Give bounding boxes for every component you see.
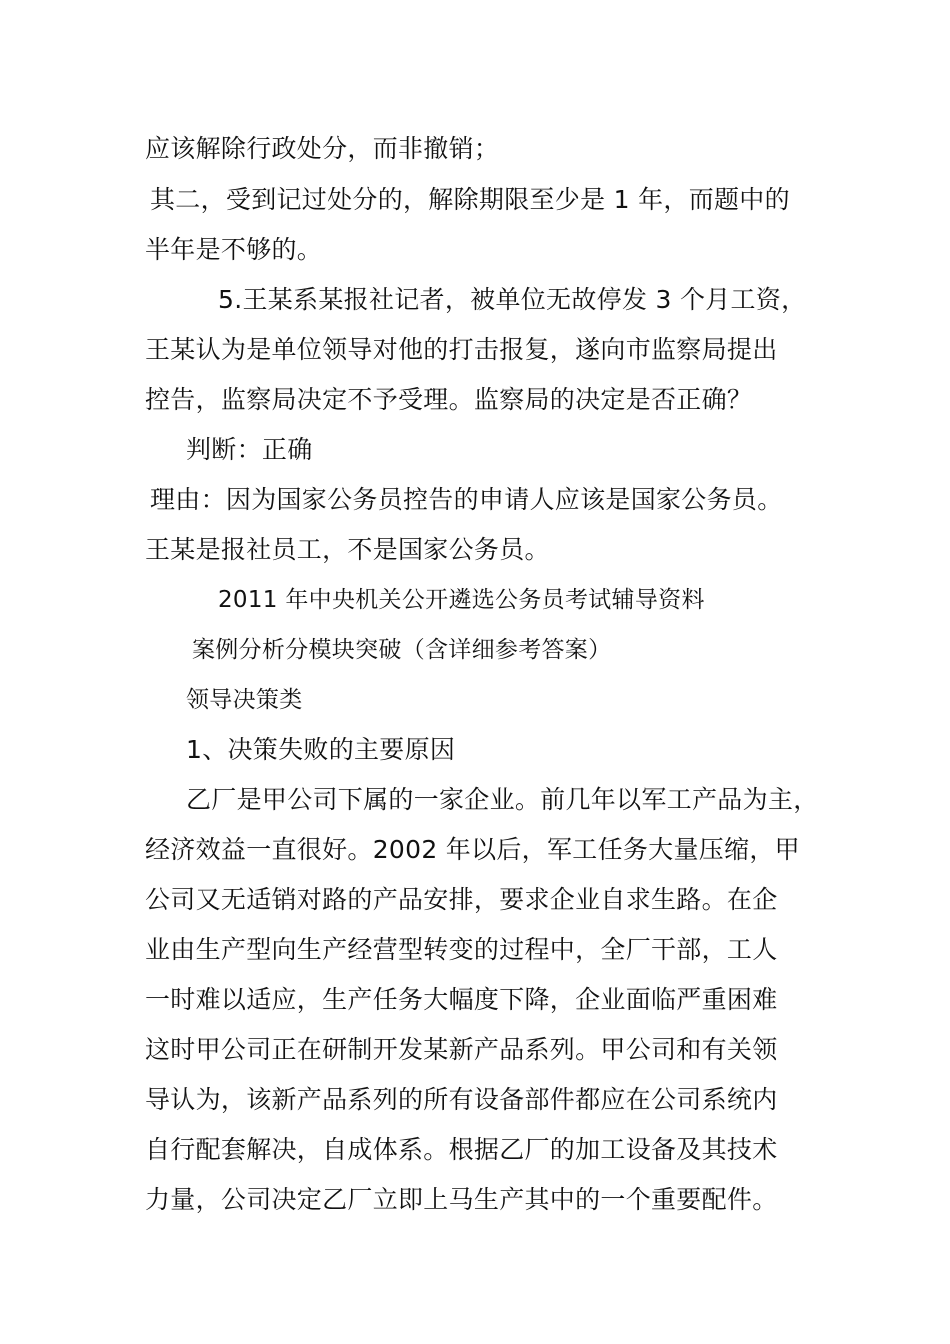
text-line: 其二，受到记过处分的，解除期限至少是 1 年，而题中的 (150, 185, 790, 214)
text-line: 公司又无适销对路的产品安排，要求企业自求生路。在企 (145, 885, 778, 914)
category-heading: 领导决策类 (186, 687, 303, 713)
case-heading: 1、决策失败的主要原因 (186, 735, 456, 764)
section-subtitle: 案例分析分模块突破（含详细参考答案） (192, 637, 612, 663)
text-line: 导认为，该新产品系列的所有设备部件都应在公司系统内 (145, 1085, 778, 1114)
text-line: 自行配套解决，自成体系。根据乙厂的加工设备及其技术 (145, 1135, 778, 1164)
section-title: 2011 年中央机关公开遴选公务员考试辅导资料 (218, 587, 705, 613)
text-line: 王某认为是单位领导对他的打击报复，遂向市监察局提出 (145, 335, 778, 364)
question-heading: 5.王某系某报社记者，被单位无故停发 3 个月工资， (218, 285, 807, 314)
text-line: 应该解除行政处分，而非撤销； (145, 134, 500, 163)
text-line: 控告，监察局决定不予受理。监察局的决定是否正确？ (145, 385, 753, 414)
text-line: 力量，公司决定乙厂立即上马生产其中的一个重要配件。 (145, 1185, 778, 1214)
text-line: 半年是不够的。 (145, 235, 323, 264)
text-line: 一时难以适应，生产任务大幅度下降，企业面临严重困难 (145, 985, 778, 1014)
judgment-line: 判断：正确 (186, 435, 313, 464)
text-line: 乙厂是甲公司下属的一家企业。前几年以军工产品为主， (186, 785, 819, 814)
reason-line: 理由：因为国家公务员控告的申请人应该是国家公务员。 (150, 485, 783, 514)
text-line: 这时甲公司正在研制开发某新产品系列。甲公司和有关领 (145, 1035, 778, 1064)
text-line: 业由生产型向生产经营型转变的过程中，全厂干部，工人 (145, 935, 778, 964)
text-line: 经济效益一直很好。2002 年以后，军工任务大量压缩，甲 (145, 835, 800, 864)
text-line: 王某是报社员工，不是国家公务员。 (145, 535, 550, 564)
